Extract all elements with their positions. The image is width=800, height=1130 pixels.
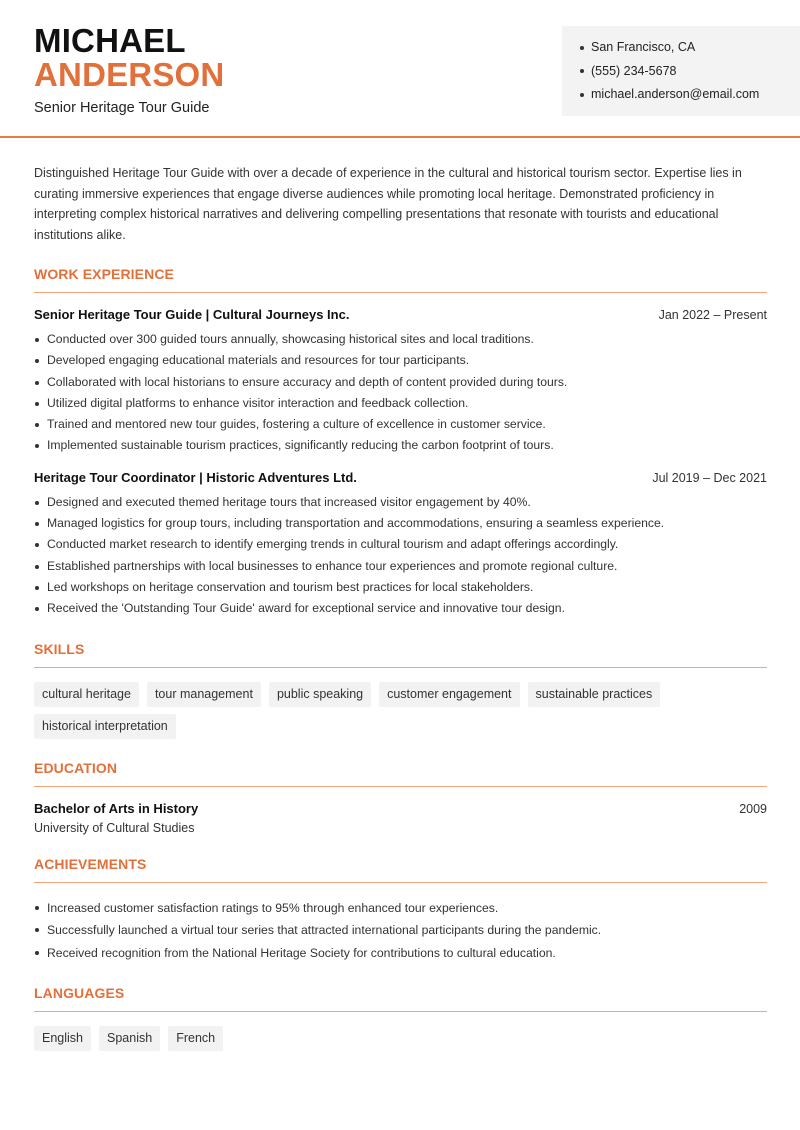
language-tags [34,1026,767,1051]
first-name: MICHAEL [34,22,186,59]
language-tag: English [34,1026,91,1051]
job-date: Jan 2022 – Present [658,308,767,322]
skill-tag: customer engagement [379,682,519,707]
skills-section [34,641,767,739]
list-item: Designed and executed themed heritage tours that increased visitor engagement by 40%. [34,492,767,513]
list-item: Trained and mentored new tour guides, fostering a culture of excellence in customer service. [34,414,767,435]
contact-phone: (555) 234-5678 [580,60,800,84]
list-item: Received recognition from the National Heritage Society for contributions to cultural education. [34,942,767,965]
list-item: Increased customer satisfaction ratings to 95% through enhanced tour experiences. [34,897,767,920]
list-item: Collaborated with local historians to ensure accuracy and depth of content provided during tours. [34,372,767,393]
section-title: SKILLS [34,641,767,668]
job-title: Senior Heritage Tour Guide [34,100,210,116]
graduation-year: 2009 [739,801,767,816]
job-date: Jul 2019 – Dec 2021 [652,470,767,485]
bullet-icon [580,93,584,97]
skill-tag: historical interpretation [34,714,176,739]
candidate-name [34,24,224,92]
summary-text: Distinguished Heritage Tour Guide with over a decade of experience in the cultural and historical tourism sector. Expertise lies in curating immersive experiences that engage diverse audiences while promoting local heritage. Demonstrated proficiency in interpreting complex historical narratives and delivering compelling presentations that resonate with tourists and educational institutions alike. [34,166,742,242]
language-tag: French [168,1026,223,1051]
skill-tag: cultural heritage [34,682,139,707]
list-item: Conducted over 300 guided tours annually, showcasing historical sites and local traditions. [34,329,767,350]
job-role: Heritage Tour Coordinator | Historic Adventures Ltd. [34,469,357,485]
skill-tag: public speaking [269,682,371,707]
list-item: Successfully launched a virtual tour series that attracted international participants during the pandemic. [34,919,767,942]
degree: Bachelor of Arts in History [34,800,199,816]
resume-body [34,163,767,1072]
section-title: LANGUAGES [34,985,767,1012]
list-item: Managed logistics for group tours, including transportation and accommodations, ensuring a seamless experience. [34,513,767,534]
achievements-section [34,856,767,965]
skill-tag: tour management [147,682,261,707]
work-experience-section [34,266,767,620]
list-item: Led workshops on heritage conservation and tourism best practices for local stakeholders. [34,577,767,598]
section-title: ACHIEVEMENTS [34,856,767,883]
last-name: ANDERSON [34,56,225,93]
list-item: Received the 'Outstanding Tour Guide' award for exceptional service and innovative tour design. [34,598,767,619]
skill-tags [34,682,767,739]
contact-box [562,26,800,116]
bullet-icon [580,69,584,73]
section-title: WORK EXPERIENCE [34,266,767,293]
job-entry [34,307,767,457]
list-item: Conducted market research to identify emerging trends in cultural tourism and adapt offerings accordingly. [34,534,767,555]
bullet-icon [580,46,584,50]
job-entry [34,470,767,620]
list-item: Developed engaging educational materials and resources for tour participants. [34,350,767,371]
education-section [34,760,767,835]
contact-email[interactable]: michael.anderson@email.com [580,83,800,107]
languages-section [34,985,767,1051]
job-role: Senior Heritage Tour Guide | Cultural Journeys Inc. [34,307,350,322]
skill-tag: sustainable practices [528,682,661,707]
section-title: EDUCATION [34,760,767,787]
resume-header [0,0,800,138]
contact-location: San Francisco, CA [580,36,800,60]
list-item: Utilized digital platforms to enhance visitor interaction and feedback collection. [34,393,767,414]
school-name: University of Cultural Studies [34,820,195,835]
language-tag: Spanish [99,1026,160,1051]
list-item: Implemented sustainable tourism practices, significantly reducing the carbon footprint of tours. [34,435,767,456]
list-item: Established partnerships with local businesses to enhance tour experiences and promote regional culture. [34,556,767,577]
